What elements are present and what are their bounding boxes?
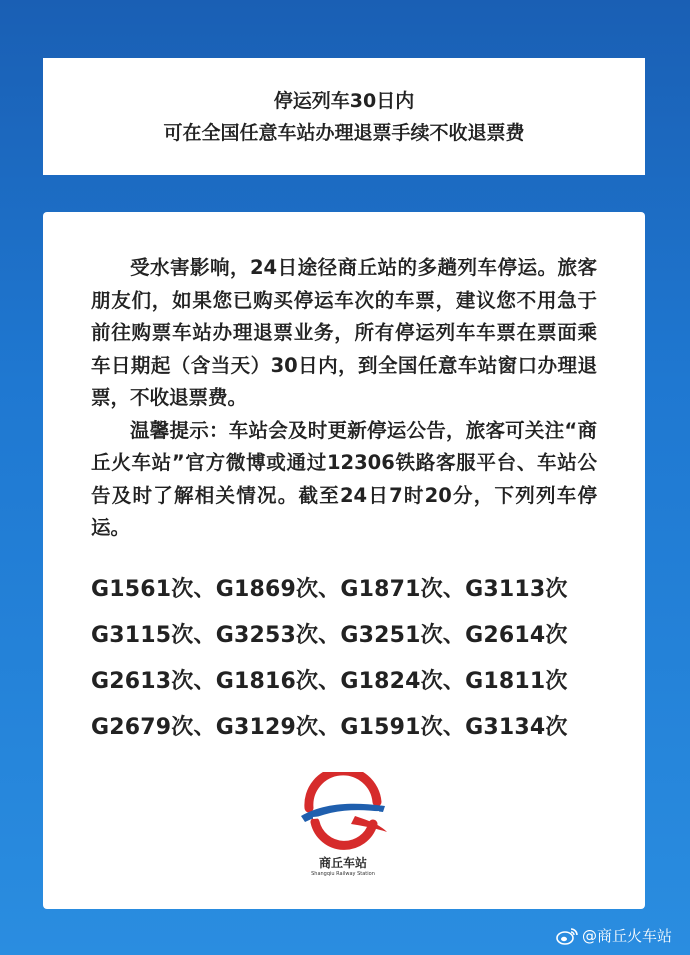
notice-paragraph-2: 温馨提示：车站会及时更新停运公告，旅客可关注“商丘火车站”官方微博或通过12306铁路客服平台、车站公告及时了解相关情况。截至24日7时20分，下列列车停运。 [91,418,597,539]
watermark-text: @商丘火车站 [581,927,672,945]
logo-name: 商丘车站 [318,856,367,870]
title-line-2: 可在全国任意车站办理退票手续不收退票费 [163,121,525,144]
train-list [91,567,597,751]
title-card [43,58,645,175]
station-logo [293,772,393,882]
train-row: G2613次、G1816次、G1824次、G1811次 [91,668,568,694]
weibo-icon [556,927,578,945]
weibo-watermark [556,925,672,946]
railway-logo-icon [295,772,391,850]
logo-subtitle: Shangqiu Railway Station [311,871,375,877]
train-row: G2679次、G3129次、G1591次、G3134次 [91,714,568,740]
train-row: G1561次、G1869次、G1871次、G3113次 [91,576,568,602]
train-row: G3115次、G3253次、G3251次、G2614次 [91,622,568,648]
notice-paragraph-1: 受水害影响，24日途径商丘站的多趟列车停运。旅客朋友们，如果您已购买停运车次的车票，建议您不用急于前往购票车站办理退票业务，所有停运列车车票在票面乘车日期起（含当天）30日内，到全国任意车站窗口办理退票，不收退票费。 [91,256,597,409]
title-line-1: 停运列车30日内 [273,89,415,112]
notice-card [43,212,645,909]
